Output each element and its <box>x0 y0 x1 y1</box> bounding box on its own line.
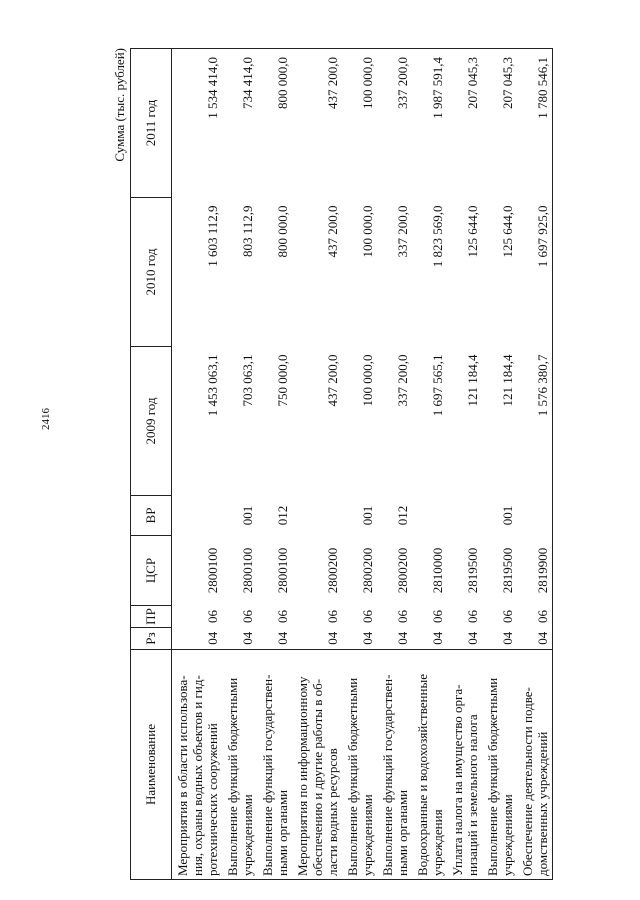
row-pr: 06 <box>430 610 445 623</box>
row-rz: 04 <box>360 631 375 645</box>
row-pr: 06 <box>360 610 375 623</box>
table-row <box>377 49 412 880</box>
row-vr <box>412 496 447 536</box>
rotated-page <box>112 40 562 880</box>
row-2011: 207 045,3 <box>482 49 517 198</box>
row-2009: 750 000,0 <box>275 354 290 407</box>
row-name: Выполнение функций бюджетными учреждениями <box>342 650 377 880</box>
row-vr <box>447 496 482 536</box>
header-2011: 2011 год <box>131 49 172 198</box>
row-2010: 337 200,0 <box>395 205 410 258</box>
table-row <box>257 49 292 880</box>
header-vr: ВР <box>131 496 172 536</box>
row-2009: 1 697 565,1 <box>430 354 445 417</box>
row-2010: 1 823 569,0 <box>430 205 445 268</box>
table-row <box>447 49 482 880</box>
row-name: Выполнение функций бюджетными учреждениями <box>222 650 257 880</box>
header-rz: Рз <box>131 628 172 650</box>
row-vr <box>172 496 223 536</box>
row-csr: 2800200 <box>395 547 410 594</box>
header-2010: 2010 год <box>131 198 172 347</box>
row-pr: 06 <box>395 610 410 623</box>
row-2009: 1 453 063,1 <box>205 354 220 417</box>
row-csr: 2819500 <box>465 547 480 594</box>
row-2011: 207 045,3 <box>447 49 482 198</box>
row-2009: 337 200,0 <box>395 354 410 407</box>
row-rz: 04 <box>500 631 515 645</box>
row-2010: 800 000,0 <box>275 205 290 258</box>
row-2010: 125 644,0 <box>465 205 480 258</box>
row-2010: 1 697 925,0 <box>517 198 553 347</box>
row-rz: 04 <box>430 631 445 645</box>
table-row <box>172 49 223 880</box>
row-name: Выполнение функций государствен-ными органами <box>377 650 412 880</box>
row-pr: 06 <box>240 610 255 623</box>
row-csr: 2819900 <box>517 536 553 606</box>
row-2011: 734 414,0 <box>222 49 257 198</box>
row-2009: 437 200,0 <box>325 354 340 407</box>
row-vr <box>292 496 342 536</box>
row-2011: 1 987 591,4 <box>412 49 447 198</box>
row-2010: 125 644,0 <box>500 205 515 258</box>
row-rz: 04 <box>205 631 220 645</box>
row-csr: 2819500 <box>500 547 515 594</box>
row-pr: 06 <box>465 610 480 623</box>
row-pr: 06 <box>517 606 553 628</box>
table-row <box>342 49 377 880</box>
row-2010: 1 603 112,9 <box>205 205 220 267</box>
row-2011: 1 534 414,0 <box>172 49 223 198</box>
row-rz: 04 <box>395 631 410 645</box>
row-pr: 06 <box>275 610 290 623</box>
row-name: Мероприятия по информационному обеспечению и другие работы в об-ласти водных ресурсов <box>292 650 342 880</box>
header-pr: ПР <box>131 606 172 628</box>
row-2009: 121 184,4 <box>500 354 515 407</box>
table-row <box>222 49 257 880</box>
page-number: 2416 <box>40 408 52 430</box>
row-2011: 337 200,0 <box>377 49 412 198</box>
row-csr: 2800100 <box>240 547 255 594</box>
row-vr: 001 <box>240 505 255 526</box>
row-name: Обеспечение деятельности подве-домственных учреждений <box>517 650 553 880</box>
row-csr: 2800200 <box>360 547 375 594</box>
row-2010: 803 112,9 <box>240 205 255 258</box>
row-name: Выполнение функций бюджетными учреждениями <box>482 650 517 880</box>
units-label: Сумма (тыс. рублей) <box>112 48 127 162</box>
row-2009: 121 184,4 <box>465 354 480 407</box>
row-pr: 06 <box>205 610 220 623</box>
row-2009: 703 063,1 <box>240 354 255 407</box>
row-2011: 800 000,0 <box>257 49 292 198</box>
budget-table <box>130 48 553 880</box>
row-2010: 437 200,0 <box>325 205 340 258</box>
row-2009: 1 576 380,7 <box>517 347 553 496</box>
row-2011: 1 780 546,1 <box>517 49 553 198</box>
row-pr: 06 <box>325 610 340 623</box>
row-2011: 100 000,0 <box>342 49 377 198</box>
row-name: Уплата налога на имущество орга-низаций и земельного налога <box>447 650 482 880</box>
row-name: Мероприятия в области использова-ния, охраны водных объектов и гид-ротехнических сооружений <box>172 650 223 880</box>
row-vr <box>517 496 553 536</box>
row-2011: 437 200,0 <box>292 49 342 198</box>
table-row <box>412 49 447 880</box>
row-rz: 04 <box>517 628 553 650</box>
table-row <box>517 49 553 880</box>
row-csr: 2810000 <box>430 547 445 594</box>
header-name: Наименование <box>131 650 172 880</box>
row-rz: 04 <box>325 631 340 645</box>
row-rz: 04 <box>275 631 290 645</box>
row-vr: 001 <box>500 505 515 526</box>
row-2010: 100 000,0 <box>360 205 375 258</box>
row-vr: 012 <box>395 505 410 526</box>
table-row <box>292 49 342 880</box>
row-name: Водоохранные и водохозяйственные учреждения <box>412 650 447 880</box>
row-csr: 2800200 <box>325 547 340 594</box>
row-2009: 100 000,0 <box>360 354 375 407</box>
row-rz: 04 <box>240 631 255 645</box>
table-header-row <box>131 49 172 880</box>
row-name: Выполнение функций государствен-ными органами <box>257 650 292 880</box>
row-vr: 001 <box>360 505 375 526</box>
row-csr: 2800100 <box>205 547 220 594</box>
header-2009: 2009 год <box>131 347 172 496</box>
row-pr: 06 <box>500 610 515 623</box>
table-row <box>482 49 517 880</box>
row-csr: 2800100 <box>275 547 290 594</box>
row-rz: 04 <box>465 631 480 645</box>
row-vr: 012 <box>275 505 290 526</box>
header-csr: ЦСР <box>131 536 172 606</box>
